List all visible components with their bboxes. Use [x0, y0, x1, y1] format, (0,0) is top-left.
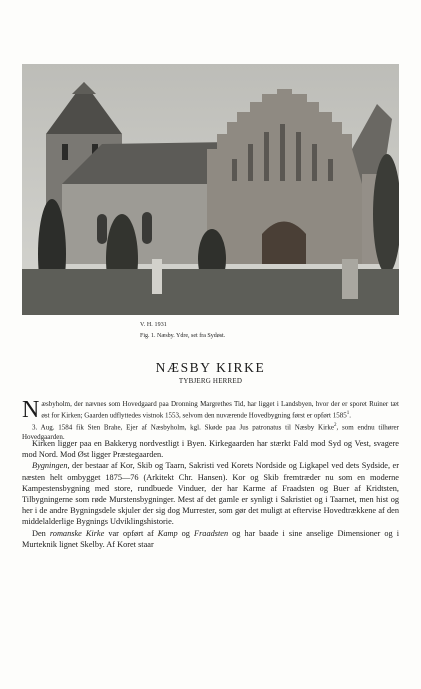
page-title: NÆSBY KIRKE: [155, 360, 266, 375]
intro-text-1-end: .: [349, 411, 352, 420]
body-text: [22, 438, 399, 550]
intro-paragraph-1: [22, 397, 399, 423]
intro-text-2: 3. Aug. 1584 fik Sten Brahe, Ejer af Næsbyholm, kgl. Skøde paa Jus patronatus til Næsby Kirke: [32, 423, 334, 432]
body-paragraph-2: [22, 460, 399, 527]
body-text-3a: Den: [32, 528, 50, 538]
photo-credit: V. H. 1931: [140, 322, 167, 328]
body-paragraph-1: Kirken ligger paa en Bakkeryg nordvestligt i Byen. Kirkegaarden har stærkt Fald mod Syd og Vest, svagere mod Nord. Mod Øst ligger Præstegaarden.: [22, 439, 399, 460]
drop-initial: N: [22, 397, 40, 423]
figure-caption: Fig. 1. Næsby. Ydre, set fra Sydøst.: [140, 333, 226, 339]
intro-text-1: æsbyholm, der nævnes som Hovedgaard paa Dronning Margrethes Tid, har ligget i Landsbyen, hvor der er sporet Ruiner tæt øst for Kirken; Gaarden udflyttedes vistnok 1553, selvom den nuværende Hovedbygning først er opført 1585: [41, 400, 399, 420]
footnote-ref-1: 1: [346, 411, 350, 417]
body-paragraph-3: [22, 528, 399, 550]
body-text-3b: var opført af: [104, 528, 158, 538]
body-emphasis-romanske: romanske Kirke: [49, 528, 105, 538]
church-photograph: [22, 64, 399, 315]
intro-notes: [22, 397, 399, 442]
body-emphasis-bygningen: Bygningen,: [32, 461, 70, 471]
footnote-ref-2: 2: [333, 423, 337, 429]
body-emphasis-fraadsten: Fraadsten: [194, 528, 229, 538]
body-emphasis-kamp: Kamp: [157, 528, 178, 538]
body-text-3c: og: [177, 528, 194, 538]
page-subtitle: TYBJERG HERRED: [178, 377, 243, 385]
church-photo-illustration: [22, 64, 399, 315]
body-text-3d: og har baade i sine anselige Dimensioner og i Murteknik lignet Skelby. Af Koret staar: [22, 528, 400, 549]
intro-text-2-end: , som endnu tilhører Hovedgaarden.: [22, 423, 399, 441]
body-text-2: der bestaar af Kor, Skib og Taarn, Sakristi ved Korets Nordside og Ligkapel ved dets Sydside, er næsten helt ombygget 1875—76 (Arkitekt Chr. Hansen). Kor og Skib fremtræder nu som en moderne Kampestensbygning med store, rundbuede Vinduer, der har Karme af Fraadsten og Buer af Kridtsten, Tilbygningerne som røde Murstensbygninger. Mest af det gamle er synligt i Sakristiet og i Taarnet, men hist og her i de andre Bygningsdele skjuler der sig dog Murrester, som gør det muligt at eftervise Hovedtrækkene af den middelalderlige Bygnings Udviklingshistorie.: [22, 461, 399, 527]
